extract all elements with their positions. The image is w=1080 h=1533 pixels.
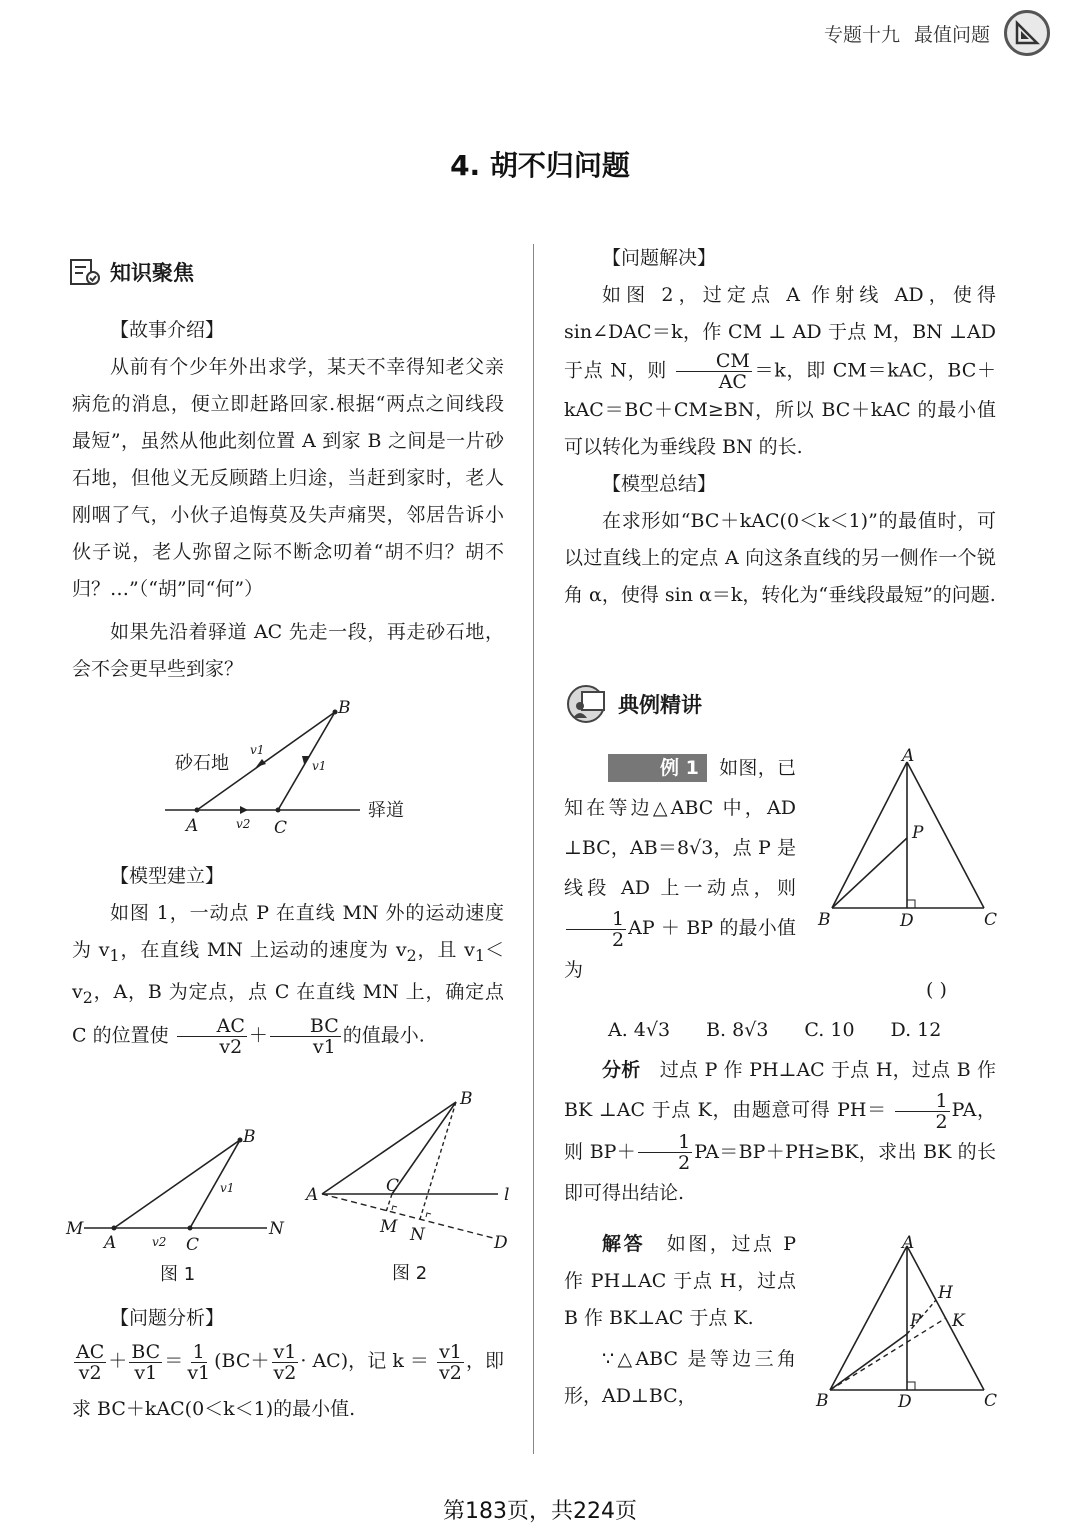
section-examples: [566, 684, 702, 724]
fig2-label-b: B: [460, 1089, 473, 1109]
tri1-label-p: P: [912, 823, 924, 843]
story-paragraph-1: 从前有个少年外出求学，某天不幸得知老父亲病危的消息，便立即赶路回家.根据“两点之间线段最短”，虽然从他此刻位置 A 到家 B 之间是一片砂石地，但他义无反顾踏上归途，当赶到家时，老人刚咽了气，小伙子追悔莫及失声痛哭，邻居告诉小伙子说，老人弥留之际不断念叨着“胡不归？胡不归？…”（“胡”同“何”）: [72, 356, 504, 600]
example-tag: 例 1: [608, 754, 707, 782]
road-label-a: A: [186, 816, 199, 836]
example-answer-blank: ( ): [926, 979, 947, 1001]
left-column-model: [72, 858, 504, 1057]
fig2-label-c: C: [386, 1176, 400, 1196]
answer-label: 解答: [602, 1233, 646, 1255]
answer-paragraph-2: ∵△ABC 是等边三角形，AD⊥BC，: [564, 1348, 796, 1407]
solve-heading: 【问题解决】: [602, 247, 717, 269]
fig1-label-a: A: [104, 1233, 117, 1253]
section-knowledge-label: 知识聚焦: [110, 261, 194, 285]
header-topic: 专题十九: [823, 23, 900, 46]
fig2-label-a: A: [306, 1185, 319, 1205]
fig1-label-c: C: [186, 1235, 200, 1255]
option-c[interactable]: C. 10: [804, 1019, 855, 1041]
page-header: [824, 10, 1050, 56]
tri1-label-b: B: [818, 910, 831, 930]
analysis-label: 分析: [602, 1059, 641, 1081]
figure-1: [62, 1120, 292, 1290]
fig1-label-n: N: [269, 1219, 284, 1239]
ruler-triangle-icon: [1004, 10, 1050, 56]
section-examples-label: 典例精讲: [618, 693, 702, 717]
road-label-b: B: [338, 698, 351, 718]
left-column-top: [72, 312, 504, 688]
option-a[interactable]: A. 4√3: [608, 1019, 671, 1041]
road-label-c: C: [274, 818, 288, 838]
fig2-label-m: M: [380, 1217, 398, 1237]
option-b[interactable]: B. 8√3: [706, 1019, 769, 1041]
analysis-heading: 【问题分析】: [110, 1307, 225, 1329]
fig2-label-d: D: [494, 1233, 508, 1253]
fraction-cm-ac: $\frac{CM}{AC}$: [676, 351, 752, 392]
fig1-caption: 图 1: [160, 1264, 196, 1285]
fraction-bc-v1: $\frac{BC}{v1}$: [270, 1016, 341, 1057]
fig2-label-n: N: [410, 1225, 425, 1245]
tri1-label-d: D: [900, 911, 914, 931]
example-analysis: 分析 过点 P 作 PH⊥AC 于点 H，过点 B 作 BK ⊥AC 于点 K，由题意可得 PH＝ $\frac{1}{2}$ PA，则 BP＋ $\frac{1}{2}$ PA＝BP＋PH≥BK，求出 BK 的长即可得出结论.: [564, 1059, 996, 1204]
fig1-label-v1: v1: [220, 1181, 235, 1195]
fig2-caption: 图 2: [392, 1263, 428, 1284]
summary-heading: 【模型总结】: [602, 473, 717, 495]
fraction-one-half: $\frac{1}{2}$: [566, 909, 626, 950]
tri2-label-p: P: [910, 1311, 922, 1331]
fig1-label-m: M: [66, 1219, 84, 1239]
road-label-v2: v2: [236, 817, 251, 831]
figure-2: [298, 1088, 528, 1288]
fig2-label-l: l: [504, 1185, 510, 1205]
column-divider: [533, 244, 534, 1454]
tri2-label-d: D: [898, 1392, 912, 1412]
answer-triangle-figure: [812, 1234, 1012, 1414]
model-paragraph: 如图 1，一动点 P 在直线 MN 外的运动速度为 $v_1$，在直线 MN 上运动的速度为 $v_2$，且 $v_1<v_2$，A，B 为定点，点 C 在直线 MN 上，确定点 C 的位置使 $\frac{AC}{v2}$ ＋ $\frac{BC}{v1}$ 的值最小.: [72, 902, 504, 1058]
tri2-label-h: H: [938, 1283, 953, 1303]
example-triangle-figure: [812, 748, 1002, 938]
road-label-road: 驿道: [368, 800, 404, 821]
summary-paragraph: 在求形如“BC＋kAC(0＜k＜1)”的最值时，可以过直线上的定点 A 向这条直线的另一侧作一个锐角 α，使得 sin α＝k，转化为“垂线段最短”的问题.: [564, 510, 996, 606]
road-figure: [150, 690, 430, 840]
fig1-label-v2: v2: [152, 1235, 167, 1249]
road-label-v1b: v1: [312, 759, 327, 773]
solve-paragraph: 如图 2，过定点 A 作射线 AD，使得 sin∠DAC＝k，作 CM ⊥ AD 于点 M，BN ⊥AD 于点 N，则 $\frac{CM}{AC}$ ＝k，即 CM＝kAC，BC＋kAC＝BC＋CM≥BN，所以 BC＋kAC 的最小值可以转化为垂线段 BN 的长.: [564, 284, 997, 458]
analysis-paragraph: $\frac{AC}{v2}$ ＋ $\frac{BC}{v1}$ ＝ $\frac{1}{v1}$ (BC＋ $\frac{v1}{v2}$ · AC)，记 k ＝ $\frac{v1}{v2}$ ，即求 BC＋kAC(0＜k＜1)的最小值.: [72, 1340, 504, 1420]
example-answer: 解答 如图，过点 P 作 PH⊥AC 于点 H，过点 B 作 BK⊥AC 于点 K. ∵△ABC 是等边三角形，AD⊥BC，: [564, 1226, 796, 1415]
right-column-top: [564, 240, 996, 614]
section-knowledge: [68, 257, 194, 287]
page-footer: 第183页，共224页: [443, 1499, 637, 1524]
road-label-v1: v1: [250, 743, 265, 757]
tri2-label-a: A: [902, 1234, 915, 1253]
options-list: [608, 1012, 1028, 1049]
left-column-analysis: [72, 1300, 504, 1433]
lecture-icon: [566, 684, 610, 724]
story-heading: 【故事介绍】: [110, 319, 225, 341]
fig1-label-b: B: [243, 1127, 256, 1147]
tri2-label-c: C: [984, 1391, 998, 1411]
tri1-label-a: A: [902, 748, 915, 766]
road-label-sand: 砂石地: [175, 753, 229, 774]
header-chapter: 最值问题: [913, 23, 990, 46]
page-title: 4. 胡不归问题: [450, 149, 630, 182]
checklist-icon: [68, 257, 102, 287]
fraction-ac-v2: $\frac{AC}{v2}$: [177, 1016, 247, 1057]
story-paragraph-2: 如果先沿着驿道 AC 先走一段，再走砂石地，会不会更早些到家？: [72, 621, 504, 680]
model-heading: 【模型建立】: [110, 865, 225, 887]
tri1-label-c: C: [984, 910, 998, 930]
tri2-label-b: B: [816, 1391, 829, 1411]
option-d[interactable]: D. 12: [890, 1019, 942, 1041]
example-statement: 例 1 如图，已知在等边△ABC 中，AD ⊥BC，AB＝8√3，点 P 是线段 AD 上一动点，则 $\frac{1}{2}$ AP ＋ BP 的最小值为: [564, 748, 796, 990]
tri2-label-k: K: [952, 1311, 965, 1331]
